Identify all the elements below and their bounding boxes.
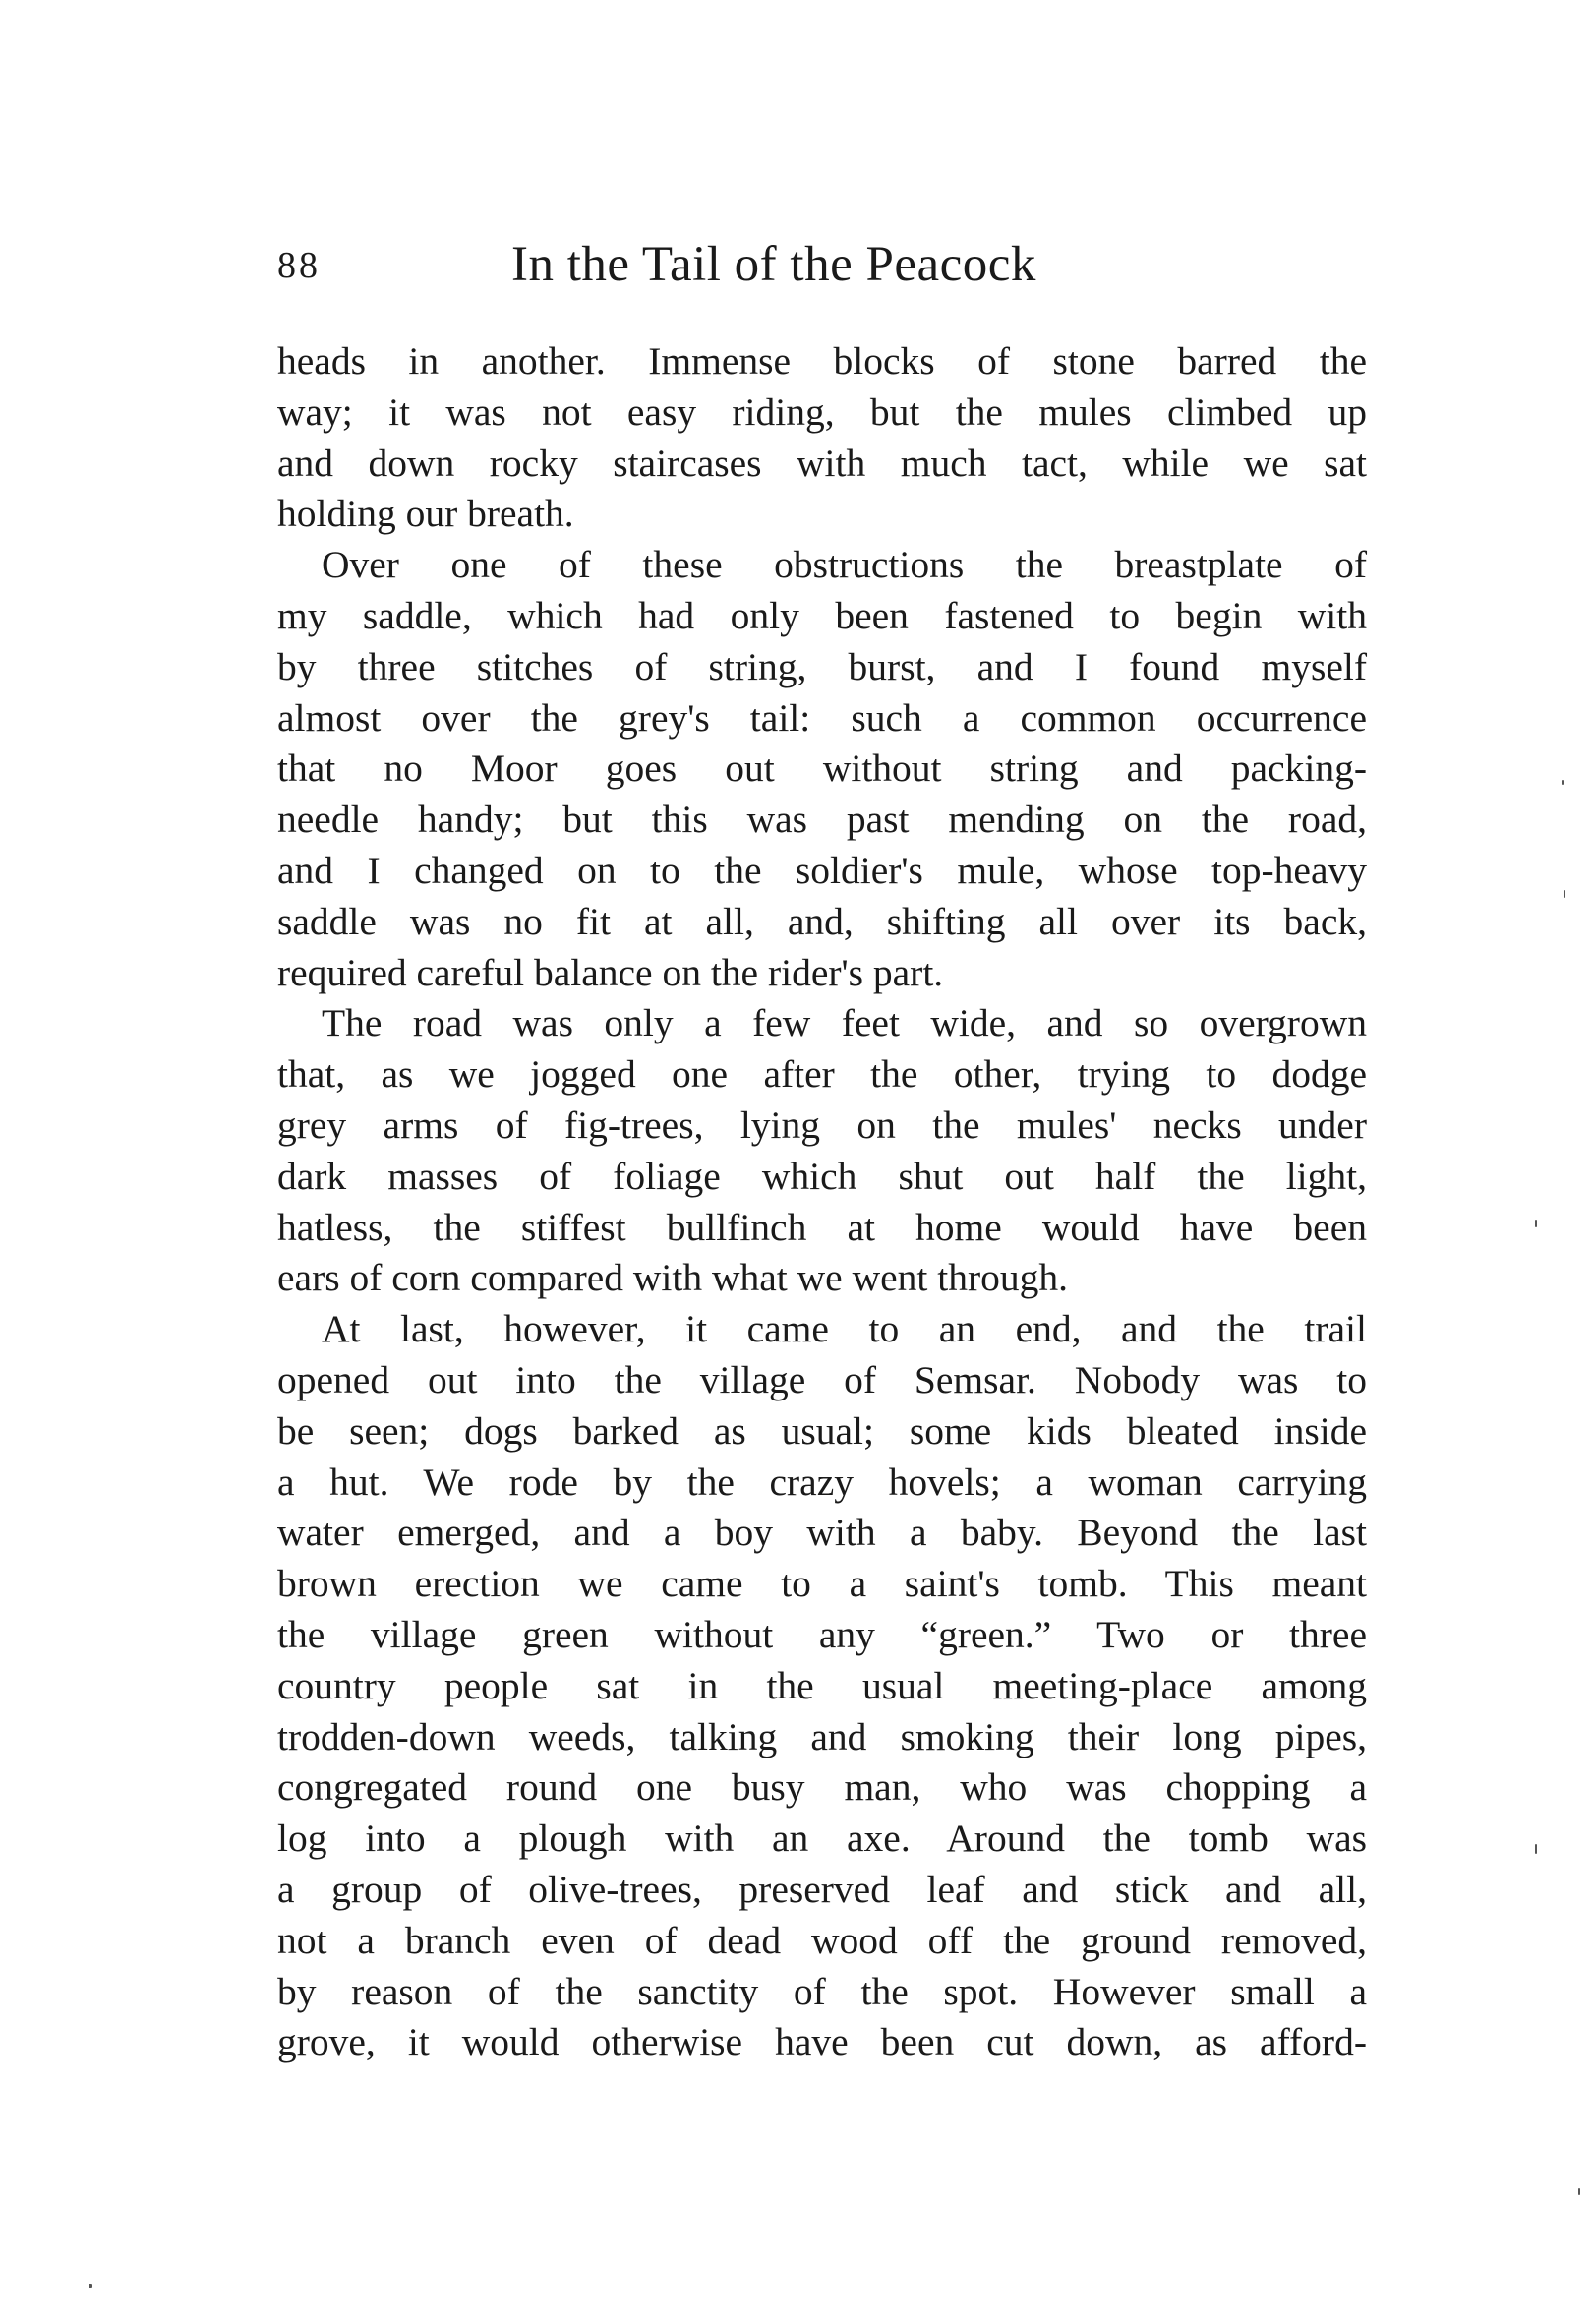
- text-line: grove, it would otherwise have been cut down, as afford-: [277, 2020, 1367, 2064]
- text-line: opened out into the village of Semsar. Nobody was to: [277, 1357, 1367, 1401]
- text-line: and down rocky staircases with much tact, while we sat: [277, 441, 1367, 485]
- paragraph: [277, 540, 1367, 998]
- text-line: and I changed on to the soldier's mule, whose top-heavy: [277, 848, 1367, 892]
- scan-speck: [89, 2284, 92, 2288]
- text-line: saddle was no fit at all, and, shifting all over its back,: [277, 899, 1367, 943]
- text-line: almost over the grey's tail: such a common occurrence: [277, 695, 1367, 740]
- scan-speck: [1564, 890, 1565, 898]
- scan-speck: [1535, 1844, 1537, 1854]
- text-line: holding our breath.: [277, 492, 574, 536]
- text-line: a hut. We rode by the crazy hovels; a woman carrying: [277, 1460, 1367, 1504]
- scan-speck: [1562, 780, 1564, 785]
- body-text: [277, 336, 1367, 2068]
- paragraph: [277, 998, 1367, 1304]
- text-line: way; it was not easy riding, but the mules climbed up: [277, 389, 1367, 434]
- text-line: Over one of these obstructions the breastplate of: [322, 543, 1367, 587]
- text-line: that, as we jogged one after the other, trying to dodge: [277, 1052, 1367, 1097]
- text-line: not a branch even of dead wood off the ground removed,: [277, 1918, 1367, 1962]
- text-line: country people sat in the usual meeting-place among: [277, 1663, 1367, 1707]
- text-line: brown erection we came to a saint's tomb. This meant: [277, 1562, 1367, 1606]
- scan-speck: [1535, 1220, 1537, 1227]
- page-header: [277, 236, 1367, 305]
- paragraph: [277, 1304, 1367, 2068]
- text-line: the village green without any “green.” Two or three: [277, 1612, 1367, 1656]
- text-line: water emerged, and a boy with a baby. Beyond the last: [277, 1511, 1367, 1555]
- text-line: trodden-down weeds, talking and smoking their long pipes,: [277, 1714, 1367, 1758]
- text-line: congregated round one busy man, who was chopping a: [277, 1765, 1367, 1810]
- text-line: by reason of the sanctity of the spot. However small a: [277, 1969, 1367, 2013]
- text-line: be seen; dogs barked as usual; some kids bleated inside: [277, 1408, 1367, 1453]
- text-line: a group of olive-trees, preserved leaf and stick and all,: [277, 1867, 1367, 1911]
- text-line: that no Moor goes out without string and packing-: [277, 746, 1367, 791]
- text-line: grey arms of fig-trees, lying on the mules' necks under: [277, 1102, 1367, 1147]
- page-number: 88: [277, 245, 321, 286]
- running-title: In the Tail of the Peacock: [511, 237, 1036, 292]
- text-line: my saddle, which had only been fastened to begin with: [277, 593, 1367, 637]
- scan-speck: [1578, 2188, 1580, 2195]
- text-line: ears of corn compared with what we went through.: [277, 1256, 1069, 1300]
- text-line: At last, however, it came to an end, and the trail: [322, 1307, 1367, 1351]
- text-line: hatless, the stiffest bullfinch at home would have been: [277, 1205, 1367, 1249]
- text-line: heads in another. Immense blocks of stone barred the: [277, 339, 1367, 383]
- text-line: needle handy; but this was past mending on the road,: [277, 798, 1367, 842]
- text-line: dark masses of foliage which shut out half the light,: [277, 1154, 1367, 1198]
- paragraph: [277, 336, 1367, 540]
- text-line: by three stitches of string, burst, and I found myself: [277, 644, 1367, 688]
- text-line: The road was only a few feet wide, and so overgrown: [322, 1001, 1367, 1045]
- text-line: required careful balance on the rider's part.: [277, 950, 944, 994]
- text-line: log into a plough with an axe. Around the tomb was: [277, 1817, 1367, 1861]
